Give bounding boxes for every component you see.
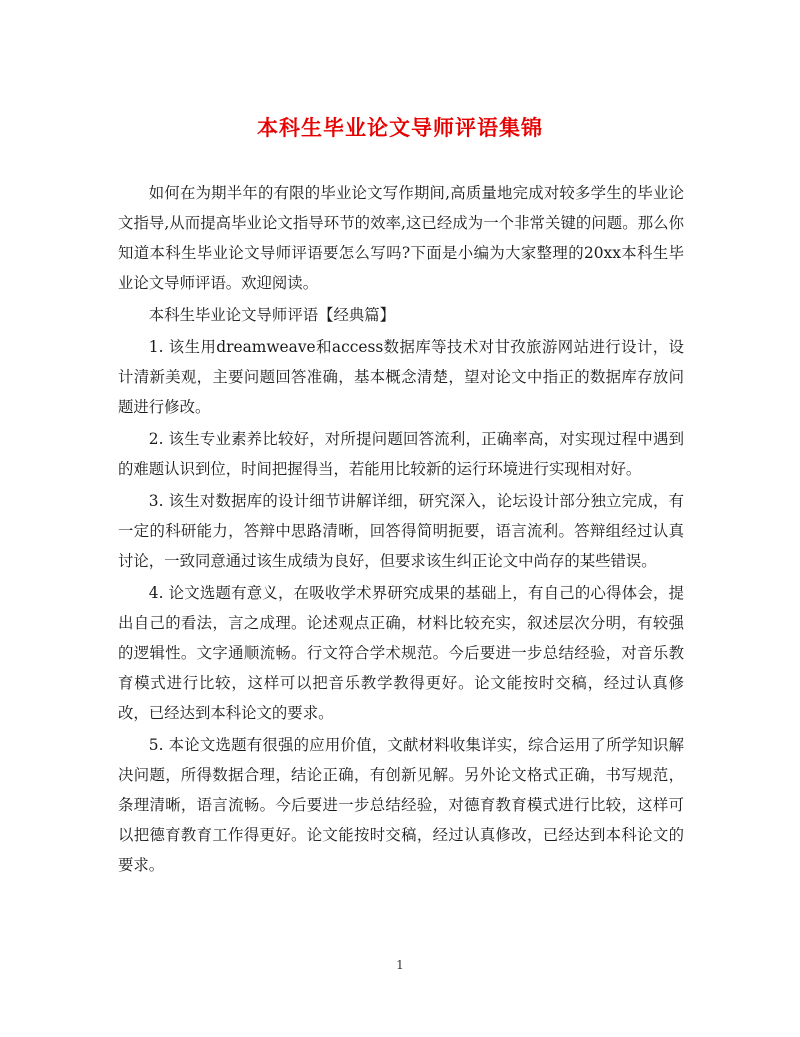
comment-item-5: 5. 本论文选题有很强的应用价值，文献材料收集详实，综合运用了所学知识解决问题，所得数据合理，结论正确，有创新见解。另外论文格式正确，书写规范，条理清晰，语言流畅。今后要进一步总结经验，对德育教育模式进行比较，这样可以把德育教育工作得更好。论文能按时交稿，经过认真修改，已经达到本科论文的要求。: [118, 736, 684, 874]
intro-paragraph: 如何在为期半年的有限的毕业论文写作期间,高质量地完成对较多学生的毕业论文指导,从而提高毕业论文指导环节的效率,这已经成为一个非常关键的问题。那么你知道本科生毕业论文导师评语要怎么写吗?下面是小编为大家整理的20xx本科生毕业论文导师评语。欢迎阅读。: [118, 184, 684, 292]
comment-item-1: 1. 该生用dreamweave和access数据库等技术对甘孜旅游网站进行设计，设计清新美观，主要问题回答准确，基本概念清楚，望对论文中指正的数据库存放问题进行修改。: [118, 338, 684, 416]
page-number: 1: [396, 958, 404, 972]
comment-item-4: 4. 论文选题有意义，在吸收学术界研究成果的基础上，有自己的心得体会，提出自己的看法，言之成理。论述观点正确，材料比较充实，叙述层次分明，有较强的逻辑性。文字通顺流畅。行文符合学术规范。今后要进一步总结经验，对音乐教育模式进行比较，这样可以把音乐教学教得更好。论文能按时交稿，经过认真修改，已经达到本科论文的要求。: [118, 584, 684, 722]
document-body: [118, 178, 684, 882]
document-title: 本科生毕业论文导师评语集锦: [257, 116, 543, 140]
comment-item-3: 3. 该生对数据库的设计细节讲解详细，研究深入，论坛设计部分独立完成，有一定的科研能力，答辩中思路清晰，回答得简明扼要，语言流利。答辩组经过认真讨论，一致同意通过该生成绩为良好，但要求该生纠正论文中尚存的某些错误。: [118, 492, 684, 570]
comment-item-2: 2. 该生专业素养比较好，对所提问题回答流利，正确率高，对实现过程中遇到的难题认识到位，时间把握得当，若能用比较新的运行环境进行实现相对好。: [118, 430, 684, 478]
section-heading: 本科生毕业论文导师评语【经典篇】: [148, 306, 396, 324]
